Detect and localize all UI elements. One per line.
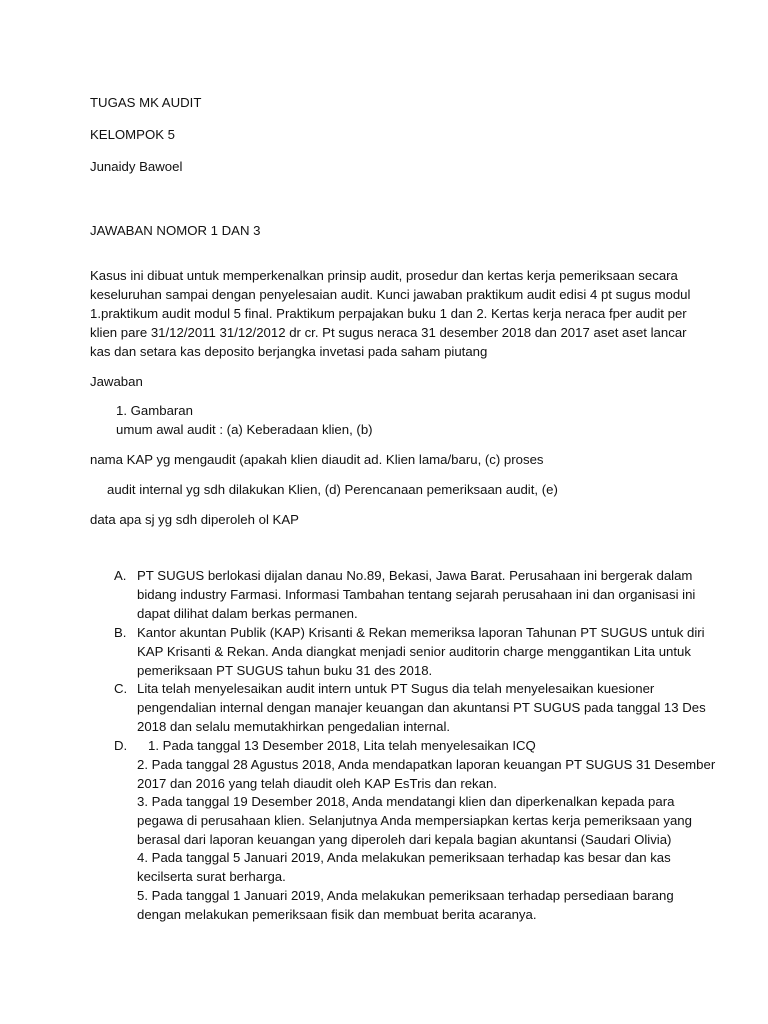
list-item-line: dapat dilihat dalam berkas permanen. — [137, 606, 358, 621]
list-item-line: 1. Pada tanggal 13 Desember 2018, Lita telah menyelesaikan ICQ — [148, 738, 536, 753]
author-name: Junaidy Bawoel — [90, 159, 183, 174]
list-item-line: PT SUGUS berlokasi dijalan danau No.89, Bekasi, Jawa Barat. Perusahaan ini bergerak dalam — [137, 568, 693, 583]
list-item-line: pegawa di perusahaan klien. Selanjutnya Anda mempersiapkan kertas kerja pemeriksaan yang — [137, 813, 692, 828]
intro-line: kas dan setara kas deposito berjangka invetasi pada saham piutang — [90, 344, 488, 359]
list-item-line: 2018 dan selalu memutakhirkan pengedalian internal. — [137, 719, 451, 734]
numbered-item: 1. Gambaran — [116, 403, 193, 418]
list-item-line: pemeriksaan PT SUGUS tahun buku 31 des 2018. — [137, 663, 433, 678]
intro-line: Kasus ini dibuat untuk memperkenalkan prinsip audit, prosedur dan kertas kerja pemeriksaan secara — [90, 268, 678, 283]
list-item-line: berasal dari laporan keuangan yang diperoleh dari kepala bagian akuntansi (Saudari Olivia) — [137, 832, 672, 847]
list-item-line: kecilserta surat berharga. — [137, 869, 286, 884]
section-heading: JAWABAN NOMOR 1 DAN 3 — [90, 223, 261, 238]
list-item-line: pengendalian internal dengan manajer keuangan dan akuntansi PT SUGUS pada tanggal 13 Des — [137, 700, 706, 715]
list-item-line: Lita telah menyelesaikan audit intern untuk PT Sugus dia telah menyelesaikan kuesioner — [137, 681, 655, 696]
gambaran-line: data apa sj yg sdh diperoleh ol KAP — [90, 512, 299, 527]
intro-line: 1.praktikum audit modul 5 final. Praktikum perpajakan buku 1 dan 2. Kertas kerja neraca fper audit per — [90, 306, 687, 321]
list-item-line: dengan melakukan pemeriksaan fisik dan membuat berita acaranya. — [137, 907, 537, 922]
answer-label: Jawaban — [90, 374, 143, 389]
list-item-line: KAP Krisanti & Rekan. Anda diangkat menjadi senior auditorin charge menggantikan Lita untuk — [137, 644, 691, 659]
gambaran-line: umum awal audit : (a) Keberadaan klien, (b) — [116, 422, 373, 437]
list-item-line: 2. Pada tanggal 28 Agustus 2018, Anda mendapatkan laporan keuangan PT SUGUS 31 Desember — [137, 757, 716, 772]
intro-line: klien pare 31/12/2011 31/12/2012 dr cr. Pt sugus neraca 31 desember 2018 dan 2017 aset aset lancar — [90, 325, 687, 340]
intro-line: keseluruhan sampai dengan penyelesaian audit. Kunci jawaban praktikum audit edisi 4 pt sugus modul — [90, 287, 691, 302]
gambaran-line: nama KAP yg mengaudit (apakah klien diaudit ad. Klien lama/baru, (c) proses — [90, 452, 544, 467]
list-item-letter: B. — [114, 625, 127, 640]
list-item-line: 4. Pada tanggal 5 Januari 2019, Anda melakukan pemeriksaan terhadap kas besar dan kas — [137, 850, 671, 865]
group-label: KELOMPOK 5 — [90, 127, 176, 142]
doc-title: TUGAS MK AUDIT — [90, 95, 202, 110]
gambaran-line: audit internal yg sdh dilakukan Klien, (d) Perencanaan pemeriksaan audit, (e) — [107, 482, 558, 497]
list-item-line: 3. Pada tanggal 19 Desember 2018, Anda mendatangi klien dan diperkenalkan kepada para — [137, 794, 675, 809]
list-item-line: bidang industry Farmasi. Informasi Tambahan tentang sejarah perusahaan ini dan organisasi ini — [137, 587, 696, 602]
list-item-letter: D. — [114, 738, 128, 753]
list-item-letter: C. — [114, 681, 128, 696]
list-item-letter: A. — [114, 568, 127, 583]
list-item-line: Kantor akuntan Publik (KAP) Krisanti & Rekan memeriksa laporan Tahunan PT SUGUS untuk diri — [137, 625, 705, 640]
list-item-line: 5. Pada tanggal 1 Januari 2019, Anda melakukan pemeriksaan terhadap persediaan barang — [137, 888, 674, 903]
list-item-line: 2017 dan 2016 yang telah diaudit oleh KAP EsTris dan rekan. — [137, 776, 497, 791]
